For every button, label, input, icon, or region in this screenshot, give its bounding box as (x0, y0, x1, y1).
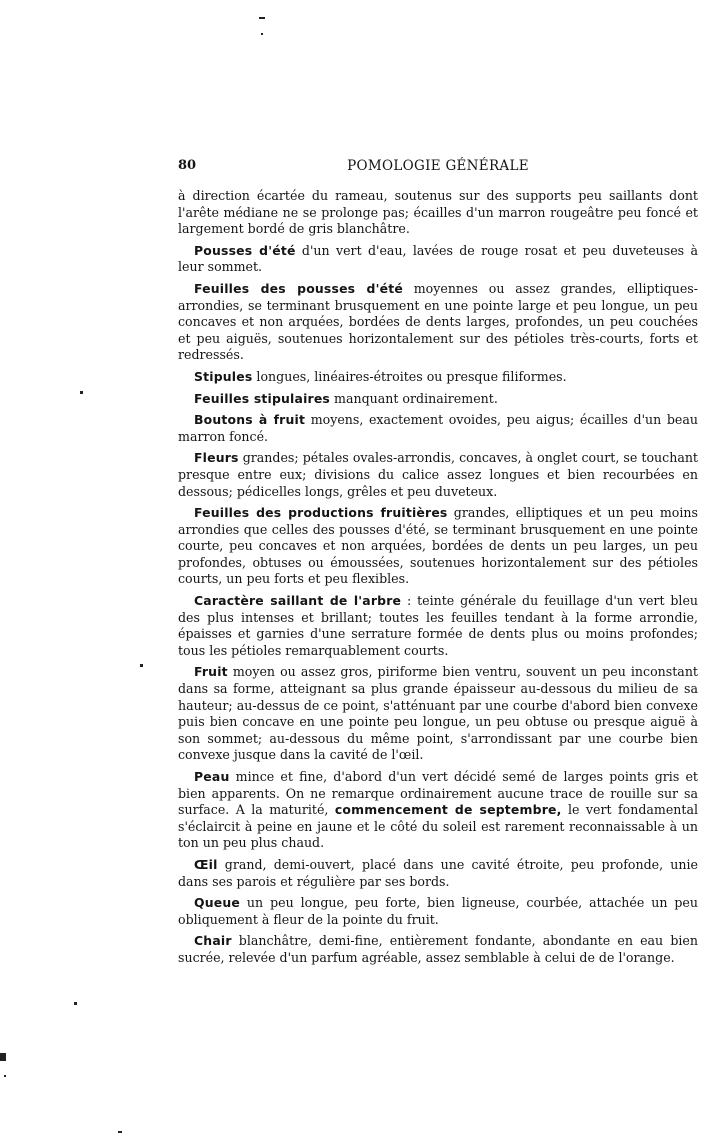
paragraph-text: longues, linéaires-étroites ou presque filiformes. (252, 368, 567, 384)
paragraph-keyword: Œil (194, 856, 218, 872)
paragraph-chair (178, 933, 698, 966)
paragraph-fruit (178, 664, 698, 764)
paragraph-keyword: Pousses d'été (194, 242, 296, 258)
paragraph-text: : teinte générale du feuillage d'un vert bleu des plus intenses et brillant; toutes les feuilles tendant à la forme arrondie, épaisses et garnies d'une serrature formée de dents plus ou moins profondes; tous les pétioles remarquablement courts. (178, 593, 699, 658)
book-page (178, 158, 698, 972)
paragraph-pousses-ete (178, 243, 698, 276)
paragraph-text: un peu longue, peu forte, bien ligneuse, courbée, attachée un peu obliquement à fleur de la pointe du fruit. (178, 895, 698, 927)
paragraph-text: moyen ou assez gros, piriforme bien ventru, souvent un peu inconstant dans sa forme, atteignant sa plus grande épaisseur au-dessous du milieu de sa hauteur; au-dessus de ce point, s'atténuant par une courbe d'abord bien convexe puis bien concave en une pointe peu longue, un peu obtuse ou presque aiguë à son sommet; au-dessous du même point, s'arrondissant par une courbe bien convexe jusque dans la cavité de l'œil. (178, 664, 698, 763)
paragraph-keyword: Boutons à fruit (194, 412, 306, 428)
paragraph-text: à direction écartée du rameau, soutenus sur des supports peu saillants dont l'arête médiane ne se prolonge pas; écailles d'un marron rougeâtre peu foncé et largement bordé de gris blanchâtre. (178, 188, 698, 237)
paragraph-text: d'un vert d'eau, lavées de rouge rosat et peu duveteuses à leur sommet. (178, 242, 698, 275)
page-header (178, 158, 698, 180)
paragraph-text: grandes; pétales ovales-arrondis, concaves, à onglet court, se touchant presque entre eux; divisions du calice assez longues et bien recourbées en dessous; pédicelles longs, grêles et peu duveteux. (178, 450, 698, 499)
running-title: POMOLOGIE GÉNÉRALE (347, 158, 529, 174)
paragraph-keyword: Peau (194, 769, 230, 784)
paragraph-keyword: Queue (194, 895, 240, 911)
paragraph-text: blanchâtre, demi-fine, entièrement fondante, abondante en eau bien sucrée, relevée d'un parfum agréable, assez semblable à celui de de l'orange. (178, 933, 698, 965)
paragraph-keyword: Stipules (194, 368, 253, 384)
paragraph-queue (178, 895, 698, 928)
paragraph-text: manquant ordinairement. (330, 390, 498, 406)
scan-speck (4, 1075, 6, 1077)
paragraph-stipules (178, 369, 698, 386)
paragraph-keyword: Feuilles des pousses d'été (194, 280, 403, 296)
paragraph-feuilles-stipulaires (178, 391, 698, 408)
paragraph-feuilles-pousses (178, 281, 698, 364)
scan-speck (80, 391, 83, 394)
ripening-period: commencement de septembre, (334, 802, 562, 818)
paragraph-oeil (178, 857, 698, 890)
paragraph-keyword: Fleurs (194, 450, 239, 466)
paragraph-caractere-arbre (178, 593, 698, 659)
page-number: 80 (178, 158, 197, 173)
paragraph-keyword: Fruit (194, 664, 228, 680)
scan-speck (0, 1053, 6, 1061)
paragraph-text: moyens, exactement ovoides, peu aigus; écailles d'un beau marron foncé. (178, 412, 698, 444)
scan-speck (140, 664, 143, 667)
paragraph-fleurs (178, 450, 698, 500)
paragraph-text: moyennes ou assez grandes, elliptiques-arrondies, se terminant brusquement en une pointe large et peu longue, un peu concaves et non arquées, bordées de dents larges, profondes, un peu couchées et peu aiguës, soutenues horizontalement sur des pétioles très-courts, forts et redressés. (178, 280, 698, 363)
scan-speck (259, 17, 265, 19)
scan-speck (74, 1002, 77, 1005)
paragraph-keyword: Feuilles stipulaires (194, 390, 331, 406)
paragraph-keyword: Feuilles des productions fruitières (194, 505, 448, 521)
paragraph-text: grandes, elliptiques et un peu moins arrondies que celles des pousses d'été, se terminant brusquement en une pointe courte, peu concaves et non arquées, bordées de dents un peu larges, un peu profondes, obtuses ou émoussées, soutenues horizontalement sur des pétioles courts, un peu forts et peu flexibles. (178, 505, 698, 587)
paragraph-keyword: Caractère saillant de l'arbre (194, 593, 402, 609)
paragraph-boutons-fruit (178, 412, 698, 445)
paragraph-feuilles-productions (178, 505, 698, 588)
paragraph-continuation (178, 188, 698, 238)
paragraph-text: grand, demi-ouvert, placé dans une cavité étroite, peu profonde, unie dans ses parois et régulière par ses bords. (178, 856, 698, 889)
scan-speck (261, 33, 263, 35)
paragraph-text-after: le vert fondamental s'éclaircit à peine en jaune et le côté du soleil est rarement reconnaissable à un ton un peu plus chaud. (178, 802, 699, 851)
paragraph-peau (178, 769, 698, 852)
paragraph-text: mince et fine, d'abord d'un vert décidé semé de larges points gris et bien apparents. On ne remarque ordinairement aucune trace de rouille sur sa surface. A la maturité, (178, 769, 698, 818)
scan-speck (118, 1131, 122, 1133)
paragraph-keyword: Chair (194, 933, 232, 949)
